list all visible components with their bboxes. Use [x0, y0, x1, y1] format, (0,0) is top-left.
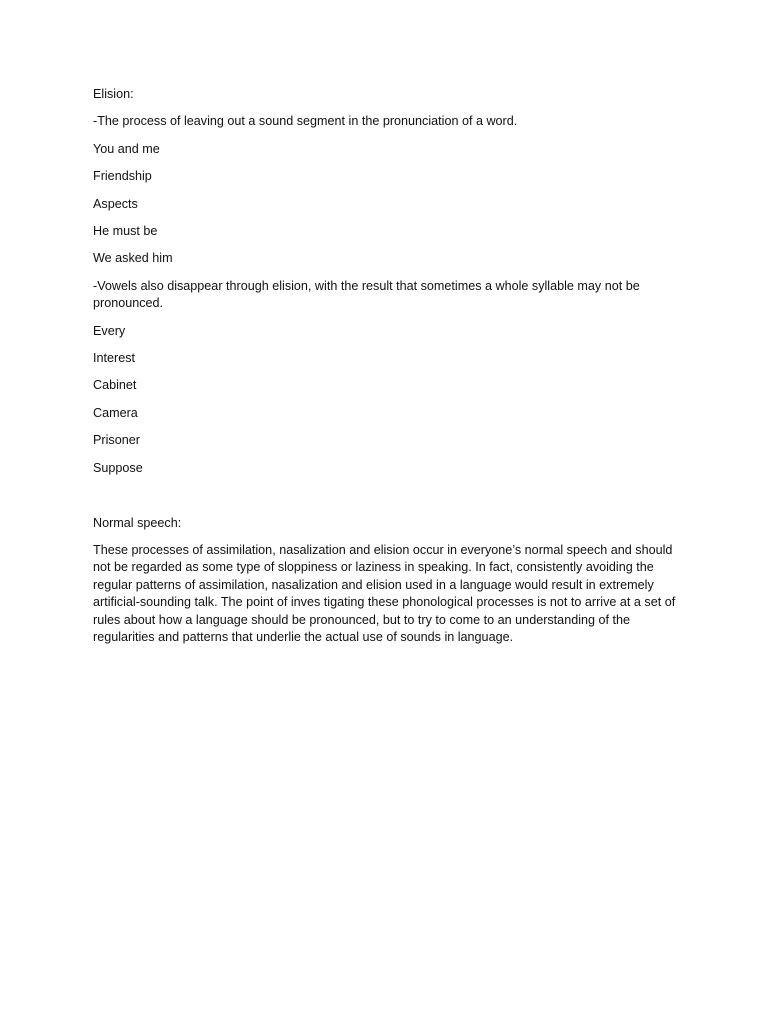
example-interest: Interest [93, 351, 135, 366]
example-every: Every [93, 323, 126, 338]
example-aspects: Aspects [93, 196, 138, 211]
example-he-must-be: He must be [93, 223, 158, 238]
elision-heading: Elision: [93, 87, 134, 101]
example-suppose: Suppose [93, 460, 143, 475]
normal-speech-heading: Normal speech: [93, 515, 182, 530]
example-prisoner: Prisoner [93, 433, 140, 448]
example-we-asked-him: We asked him [93, 251, 173, 266]
example-friendship: Friendship [93, 169, 152, 184]
example-you-and-me: You and me [93, 141, 160, 156]
example-cabinet: Cabinet [93, 378, 137, 393]
vowels-note: -Vowels also disappear through elision, with the result that sometimes a whole syllable may not be pronounced. [93, 278, 640, 311]
elision-definition: -The process of leaving out a sound segment in the pronunciation of a word. [93, 114, 518, 129]
normal-speech-paragraph: These processes of assimilation, nasalization and elision occur in everyone’s normal speech and should not be regarded as some type of sloppiness or laziness in speaking. In fact, consistently avoiding the regular patterns of assimilation, nasalization and elision used in a language would result in extremely artificial-sounding talk. The point of inves tigating these phonological processes is not to arrive at a set of rules about how a language should be pronounced, but to try to come to an understanding of the regularities and patterns that underlie the actual use of sounds in language. [93, 542, 676, 645]
example-camera: Camera [93, 405, 138, 420]
document-content [93, 86, 683, 657]
